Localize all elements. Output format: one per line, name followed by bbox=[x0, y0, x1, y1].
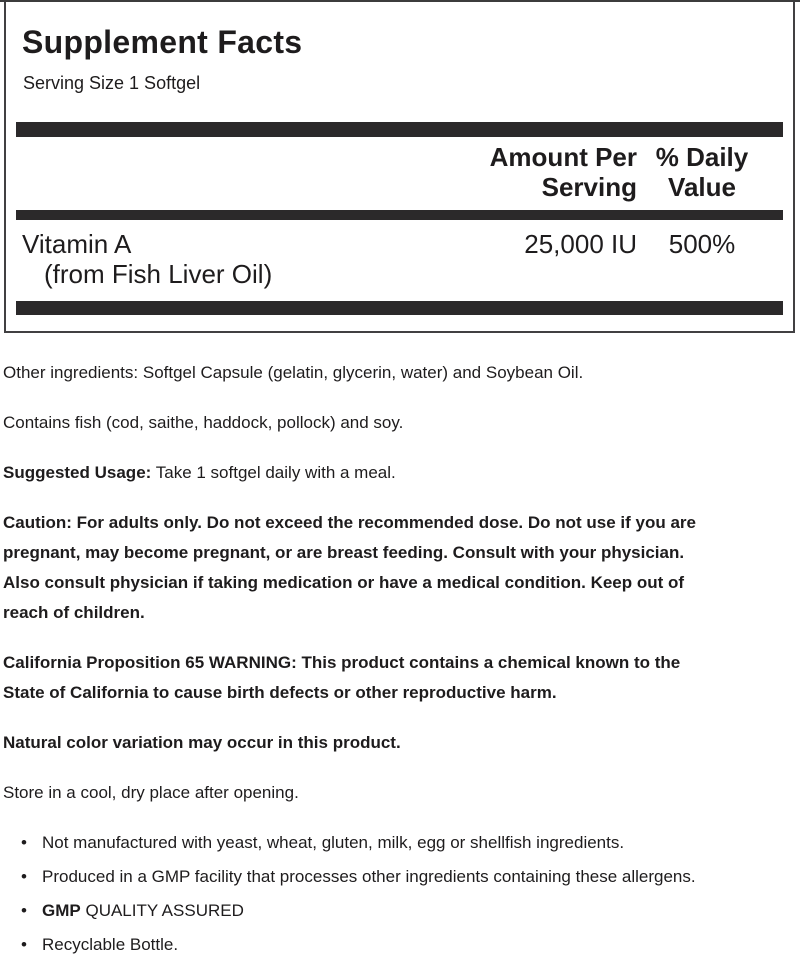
nutrient-name-cell bbox=[22, 229, 467, 289]
note-lead: GMP bbox=[42, 901, 81, 920]
list-item bbox=[3, 862, 773, 892]
separator-bar-thin bbox=[16, 210, 783, 220]
list-item bbox=[3, 930, 773, 960]
page-top-border bbox=[0, 0, 800, 2]
panel-title: Supplement Facts bbox=[22, 24, 303, 60]
suggested-usage-text: Take 1 softgel daily with a meal. bbox=[155, 463, 396, 482]
column-header-daily: % Daily Value bbox=[655, 142, 749, 202]
table-row bbox=[6, 220, 793, 301]
list-item bbox=[3, 896, 773, 926]
supplement-facts-panel bbox=[4, 0, 795, 333]
header-spacer bbox=[22, 142, 467, 202]
product-notes-list bbox=[3, 828, 773, 960]
nutrient-name: Vitamin A bbox=[22, 229, 132, 259]
note-text: Recyclable Bottle. bbox=[42, 935, 179, 954]
caution-line: Caution: For adults only. Do not exceed the recommended dose. Do not use if you are bbox=[3, 513, 696, 532]
prop65-warning bbox=[3, 648, 773, 708]
label-statements bbox=[0, 333, 800, 960]
nutrient-daily-value: 500% bbox=[668, 229, 736, 259]
note-text: QUALITY ASSURED bbox=[85, 901, 244, 920]
caution-line: reach of children. bbox=[3, 603, 145, 622]
suggested-usage-label: Suggested Usage: bbox=[3, 463, 152, 482]
note-text: Not manufactured with yeast, wheat, gluten, milk, egg or shellfish ingredients. bbox=[42, 833, 625, 852]
separator-bar-thick bbox=[16, 122, 783, 137]
nutrient-source: (from Fish Liver Oil) bbox=[44, 259, 273, 289]
caution-line: pregnant, may become pregnant, or are breast feeding. Consult with your physician. bbox=[3, 543, 685, 562]
caution-line: Also consult physician if taking medication or have a medical condition. Keep out of bbox=[3, 573, 685, 592]
other-ingredients-text: Other ingredients: Softgel Capsule (gelatin, glycerin, water) and Soybean Oil. bbox=[3, 363, 584, 382]
column-header-amount: Amount Per Serving bbox=[489, 142, 637, 202]
storage-instructions: Store in a cool, dry place after opening. bbox=[3, 783, 299, 802]
caution-statement bbox=[3, 508, 773, 628]
color-variation-note: Natural color variation may occur in this product. bbox=[3, 733, 401, 752]
prop65-line: State of California to cause birth defects or other reproductive harm. bbox=[3, 683, 557, 702]
prop65-line: California Proposition 65 WARNING: This product contains a chemical known to the bbox=[3, 653, 681, 672]
serving-size: Serving Size 1 Softgel bbox=[23, 73, 201, 93]
note-text: Produced in a GMP facility that processes other ingredients containing these allergens. bbox=[42, 867, 696, 886]
nutrient-amount: 25,000 IU bbox=[524, 229, 637, 259]
allergen-statement: Contains fish (cod, saithe, haddock, pollock) and soy. bbox=[3, 413, 404, 432]
suggested-usage bbox=[3, 458, 773, 488]
list-item bbox=[3, 828, 773, 858]
separator-bar-bottom bbox=[16, 301, 783, 315]
table-header-row bbox=[6, 137, 793, 210]
